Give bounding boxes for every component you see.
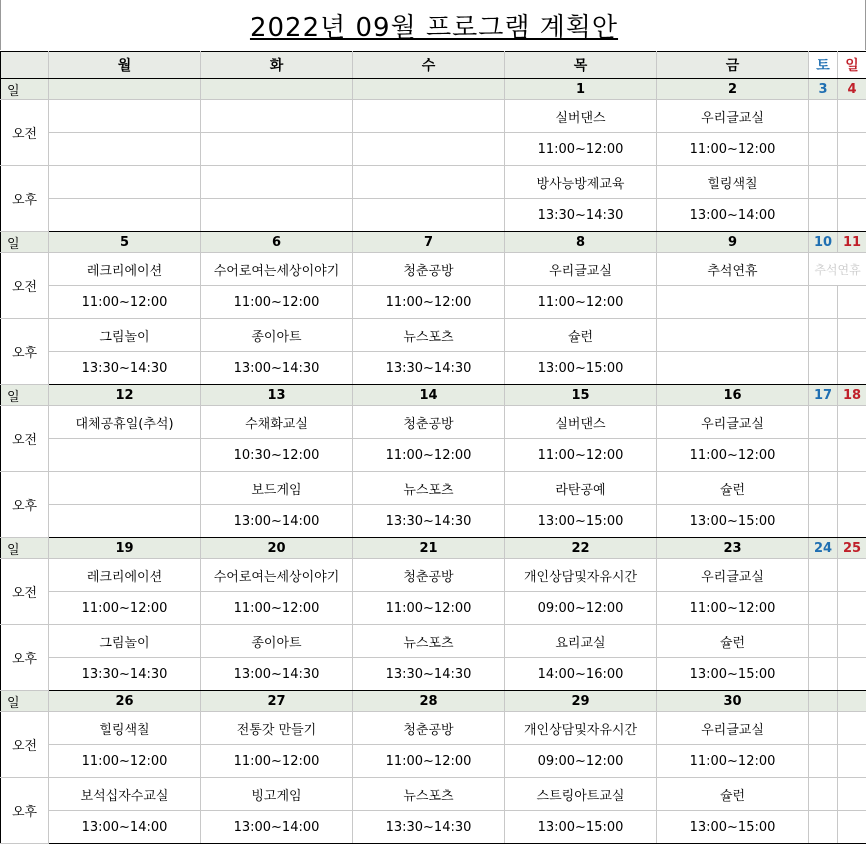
program-name: 힐링색칠: [657, 166, 809, 199]
header-day-sat: 토: [809, 52, 838, 79]
program-time: 13:30~14:30: [49, 658, 201, 691]
sunday-cell: [838, 286, 866, 319]
date-cell: 7: [353, 232, 505, 253]
time-row: [1, 745, 866, 778]
time-row: [1, 439, 866, 472]
header-row: [1, 52, 866, 79]
date-cell: 19: [49, 538, 201, 559]
program-name: 스트링아트교실: [505, 778, 657, 811]
program-name: [657, 319, 809, 352]
sunday-cell: [838, 199, 866, 232]
program-time: 13:00~15:00: [505, 505, 657, 538]
program-time: 13:30~14:30: [49, 352, 201, 385]
week-date-row: [1, 538, 866, 559]
date-cell: [49, 79, 201, 100]
morning-label: 오전: [1, 712, 49, 778]
header-blank: [1, 52, 49, 79]
program-time: 11:00~12:00: [657, 133, 809, 166]
program-name: [49, 472, 201, 505]
program-name: 레크리에이션: [49, 253, 201, 286]
program-time: 13:00~14:00: [657, 199, 809, 232]
header-day-sun: 일: [838, 52, 866, 79]
afternoon-label: 오후: [1, 625, 49, 691]
program-name: 우리글교실: [657, 100, 809, 133]
date-cell: 2: [657, 79, 809, 100]
program-time: [201, 199, 353, 232]
time-row: [1, 811, 866, 844]
program-time: [49, 199, 201, 232]
sunday-cell: [838, 439, 866, 472]
date-cell: 6: [201, 232, 353, 253]
time-row: [1, 592, 866, 625]
date-cell: 15: [505, 385, 657, 406]
program-row: [1, 472, 866, 505]
date-cell: 21: [353, 538, 505, 559]
saturday-cell: [809, 745, 838, 778]
program-row: [1, 253, 866, 286]
date-cell: 22: [505, 538, 657, 559]
program-row: [1, 559, 866, 592]
program-name: 대체공휴일(추석): [49, 406, 201, 439]
sunday-label: 일: [1, 691, 49, 712]
date-cell: [353, 79, 505, 100]
sunday-cell: [838, 559, 866, 592]
program-name: [49, 166, 201, 199]
sunday-cell: [838, 166, 866, 199]
program-row: [1, 712, 866, 745]
sunday-cell: [838, 319, 866, 352]
sunday-date: [838, 691, 866, 712]
program-time: [49, 505, 201, 538]
date-cell: 12: [49, 385, 201, 406]
program-time: 13:00~15:00: [657, 505, 809, 538]
time-row: [1, 199, 866, 232]
program-name: 뉴스포츠: [353, 625, 505, 658]
program-time: [657, 352, 809, 385]
date-cell: 16: [657, 385, 809, 406]
saturday-date: 24: [809, 538, 838, 559]
header-day-mon: 월: [49, 52, 201, 79]
program-time: 13:30~14:30: [353, 658, 505, 691]
saturday-cell: [809, 133, 838, 166]
program-row: [1, 406, 866, 439]
program-time: 11:00~12:00: [505, 439, 657, 472]
program-name: 힐링색칠: [49, 712, 201, 745]
date-cell: 5: [49, 232, 201, 253]
program-name: 보드게임: [201, 472, 353, 505]
date-cell: 28: [353, 691, 505, 712]
page-title: 2022년 09월 프로그램 계획안: [249, 13, 619, 43]
saturday-date: 10: [809, 232, 838, 253]
program-name: 청춘공방: [353, 712, 505, 745]
program-time: 11:00~12:00: [353, 439, 505, 472]
program-time: 11:00~12:00: [505, 286, 657, 319]
afternoon-label: 오후: [1, 778, 49, 844]
date-cell: 30: [657, 691, 809, 712]
program-time: 13:00~15:00: [505, 811, 657, 844]
header-day-thu: 목: [505, 52, 657, 79]
saturday-cell: [809, 439, 838, 472]
week-date-row: [1, 691, 866, 712]
program-time: 13:00~14:00: [49, 811, 201, 844]
program-name: 슐런: [657, 625, 809, 658]
program-row: [1, 166, 866, 199]
program-name: 방사능방제교육: [505, 166, 657, 199]
sunday-cell: [838, 625, 866, 658]
program-name: 실버댄스: [505, 100, 657, 133]
sunday-date: 4: [838, 79, 866, 100]
program-time: 11:00~12:00: [505, 133, 657, 166]
program-name: 추석연휴: [657, 253, 809, 286]
program-time: [353, 133, 505, 166]
program-name: 요리교실: [505, 625, 657, 658]
program-time: [201, 133, 353, 166]
sunday-cell: [838, 712, 866, 745]
date-cell: [201, 79, 353, 100]
sunday-cell: [838, 778, 866, 811]
program-name: 레크리에이션: [49, 559, 201, 592]
sunday-cell: [838, 592, 866, 625]
program-name: [201, 100, 353, 133]
time-row: [1, 133, 866, 166]
time-row: [1, 286, 866, 319]
saturday-cell: [809, 100, 838, 133]
sunday-date: 25: [838, 538, 866, 559]
program-time: [49, 439, 201, 472]
program-name: 뉴스포츠: [353, 319, 505, 352]
saturday-date: 3: [809, 79, 838, 100]
saturday-cell: [809, 352, 838, 385]
program-name: 보석십자수교실: [49, 778, 201, 811]
saturday-cell: [809, 559, 838, 592]
sunday-cell: [838, 406, 866, 439]
saturday-cell: [809, 406, 838, 439]
program-time: 11:00~12:00: [657, 745, 809, 778]
program-name: 종이아트: [201, 319, 353, 352]
morning-label: 오전: [1, 100, 49, 166]
week-date-row: [1, 232, 866, 253]
saturday-cell: [809, 625, 838, 658]
date-cell: 23: [657, 538, 809, 559]
saturday-cell: [809, 592, 838, 625]
program-time: 11:00~12:00: [657, 592, 809, 625]
program-name: 종이아트: [201, 625, 353, 658]
date-cell: 26: [49, 691, 201, 712]
saturday-cell: [809, 778, 838, 811]
program-time: 11:00~12:00: [657, 439, 809, 472]
sunday-cell: [838, 658, 866, 691]
sunday-label: 일: [1, 385, 49, 406]
date-cell: 27: [201, 691, 353, 712]
program-time: 09:00~12:00: [505, 592, 657, 625]
program-name: 라탄공예: [505, 472, 657, 505]
morning-label: 오전: [1, 559, 49, 625]
program-name: 청춘공방: [353, 559, 505, 592]
program-time: 13:00~15:00: [505, 352, 657, 385]
saturday-cell: [809, 658, 838, 691]
sunday-label: 일: [1, 538, 49, 559]
program-time: 13:30~14:30: [505, 199, 657, 232]
program-time: 11:00~12:00: [49, 745, 201, 778]
program-time: 11:00~12:00: [201, 592, 353, 625]
saturday-cell: [809, 811, 838, 844]
program-time: 13:00~14:30: [201, 658, 353, 691]
program-name: 그림놀이: [49, 625, 201, 658]
program-time: 11:00~12:00: [49, 286, 201, 319]
time-row: [1, 658, 866, 691]
program-row: [1, 100, 866, 133]
week-date-row: [1, 79, 866, 100]
schedule-table: [0, 51, 866, 844]
program-name: 슐런: [505, 319, 657, 352]
program-name: 수어로여는세상이야기: [201, 559, 353, 592]
program-time: 13:00~15:00: [657, 811, 809, 844]
program-time: 13:00~14:00: [201, 811, 353, 844]
week-date-row: [1, 385, 866, 406]
sunday-cell: [838, 133, 866, 166]
saturday-cell: [809, 166, 838, 199]
program-name: 우리글교실: [657, 406, 809, 439]
program-time: 13:30~14:30: [353, 505, 505, 538]
saturday-cell: [809, 712, 838, 745]
saturday-cell: [809, 505, 838, 538]
program-name: 그림놀이: [49, 319, 201, 352]
sunday-cell: [838, 505, 866, 538]
afternoon-label: 오후: [1, 166, 49, 232]
program-name: 빙고게임: [201, 778, 353, 811]
header-day-tue: 화: [201, 52, 353, 79]
program-row: [1, 625, 866, 658]
program-row: [1, 319, 866, 352]
program-name: 청춘공방: [353, 406, 505, 439]
date-cell: 1: [505, 79, 657, 100]
program-time: 11:00~12:00: [201, 745, 353, 778]
program-name: 뉴스포츠: [353, 778, 505, 811]
program-name: 슐런: [657, 472, 809, 505]
program-name: [201, 166, 353, 199]
program-time: 13:30~14:30: [353, 811, 505, 844]
saturday-date: 17: [809, 385, 838, 406]
program-time: 09:00~12:00: [505, 745, 657, 778]
program-name: 실버댄스: [505, 406, 657, 439]
program-time: 11:00~12:00: [353, 286, 505, 319]
program-name: 수채화교실: [201, 406, 353, 439]
morning-label: 오전: [1, 406, 49, 472]
afternoon-label: 오후: [1, 319, 49, 385]
sunday-date: 18: [838, 385, 866, 406]
program-name: [353, 166, 505, 199]
sunday-date: 11: [838, 232, 866, 253]
date-cell: 8: [505, 232, 657, 253]
program-row: [1, 778, 866, 811]
program-name: 우리글교실: [657, 559, 809, 592]
program-name: 개인상담및자유시간: [505, 559, 657, 592]
program-time: [657, 286, 809, 319]
program-time: 11:00~12:00: [49, 592, 201, 625]
sunday-cell: [838, 745, 866, 778]
program-time: 11:00~12:00: [201, 286, 353, 319]
program-time: 11:00~12:00: [353, 592, 505, 625]
program-time: [49, 133, 201, 166]
program-time: 13:00~15:00: [657, 658, 809, 691]
program-name: 수어로여는세상이야기: [201, 253, 353, 286]
program-name: [49, 100, 201, 133]
saturday-cell: [809, 472, 838, 505]
program-name: 개인상담및자유시간: [505, 712, 657, 745]
program-time: 10:30~12:00: [201, 439, 353, 472]
date-cell: 29: [505, 691, 657, 712]
program-time: 11:00~12:00: [353, 745, 505, 778]
saturday-cell: [809, 319, 838, 352]
sunday-label: 일: [1, 232, 49, 253]
header-day-fri: 금: [657, 52, 809, 79]
program-name: 우리글교실: [505, 253, 657, 286]
title-bar: [0, 0, 866, 50]
date-cell: 14: [353, 385, 505, 406]
program-time: 13:30~14:30: [353, 352, 505, 385]
sunday-cell: [838, 472, 866, 505]
sunday-cell: [838, 811, 866, 844]
sunday-label: 일: [1, 79, 49, 100]
program-time: [353, 199, 505, 232]
date-cell: 20: [201, 538, 353, 559]
weekend-note: 추석연휴: [809, 253, 866, 286]
afternoon-label: 오후: [1, 472, 49, 538]
program-name: 우리글교실: [657, 712, 809, 745]
saturday-cell: [809, 199, 838, 232]
morning-label: 오전: [1, 253, 49, 319]
program-name: 전통갓 만들기: [201, 712, 353, 745]
program-name: 뉴스포츠: [353, 472, 505, 505]
program-name: [353, 100, 505, 133]
date-cell: 9: [657, 232, 809, 253]
sunday-cell: [838, 352, 866, 385]
program-name: 슐런: [657, 778, 809, 811]
saturday-cell: [809, 286, 838, 319]
program-name: 청춘공방: [353, 253, 505, 286]
time-row: [1, 352, 866, 385]
header-day-wed: 수: [353, 52, 505, 79]
saturday-date: [809, 691, 838, 712]
date-cell: 13: [201, 385, 353, 406]
sunday-cell: [838, 100, 866, 133]
program-time: 14:00~16:00: [505, 658, 657, 691]
program-time: 13:00~14:00: [201, 505, 353, 538]
time-row: [1, 505, 866, 538]
program-time: 13:00~14:30: [201, 352, 353, 385]
